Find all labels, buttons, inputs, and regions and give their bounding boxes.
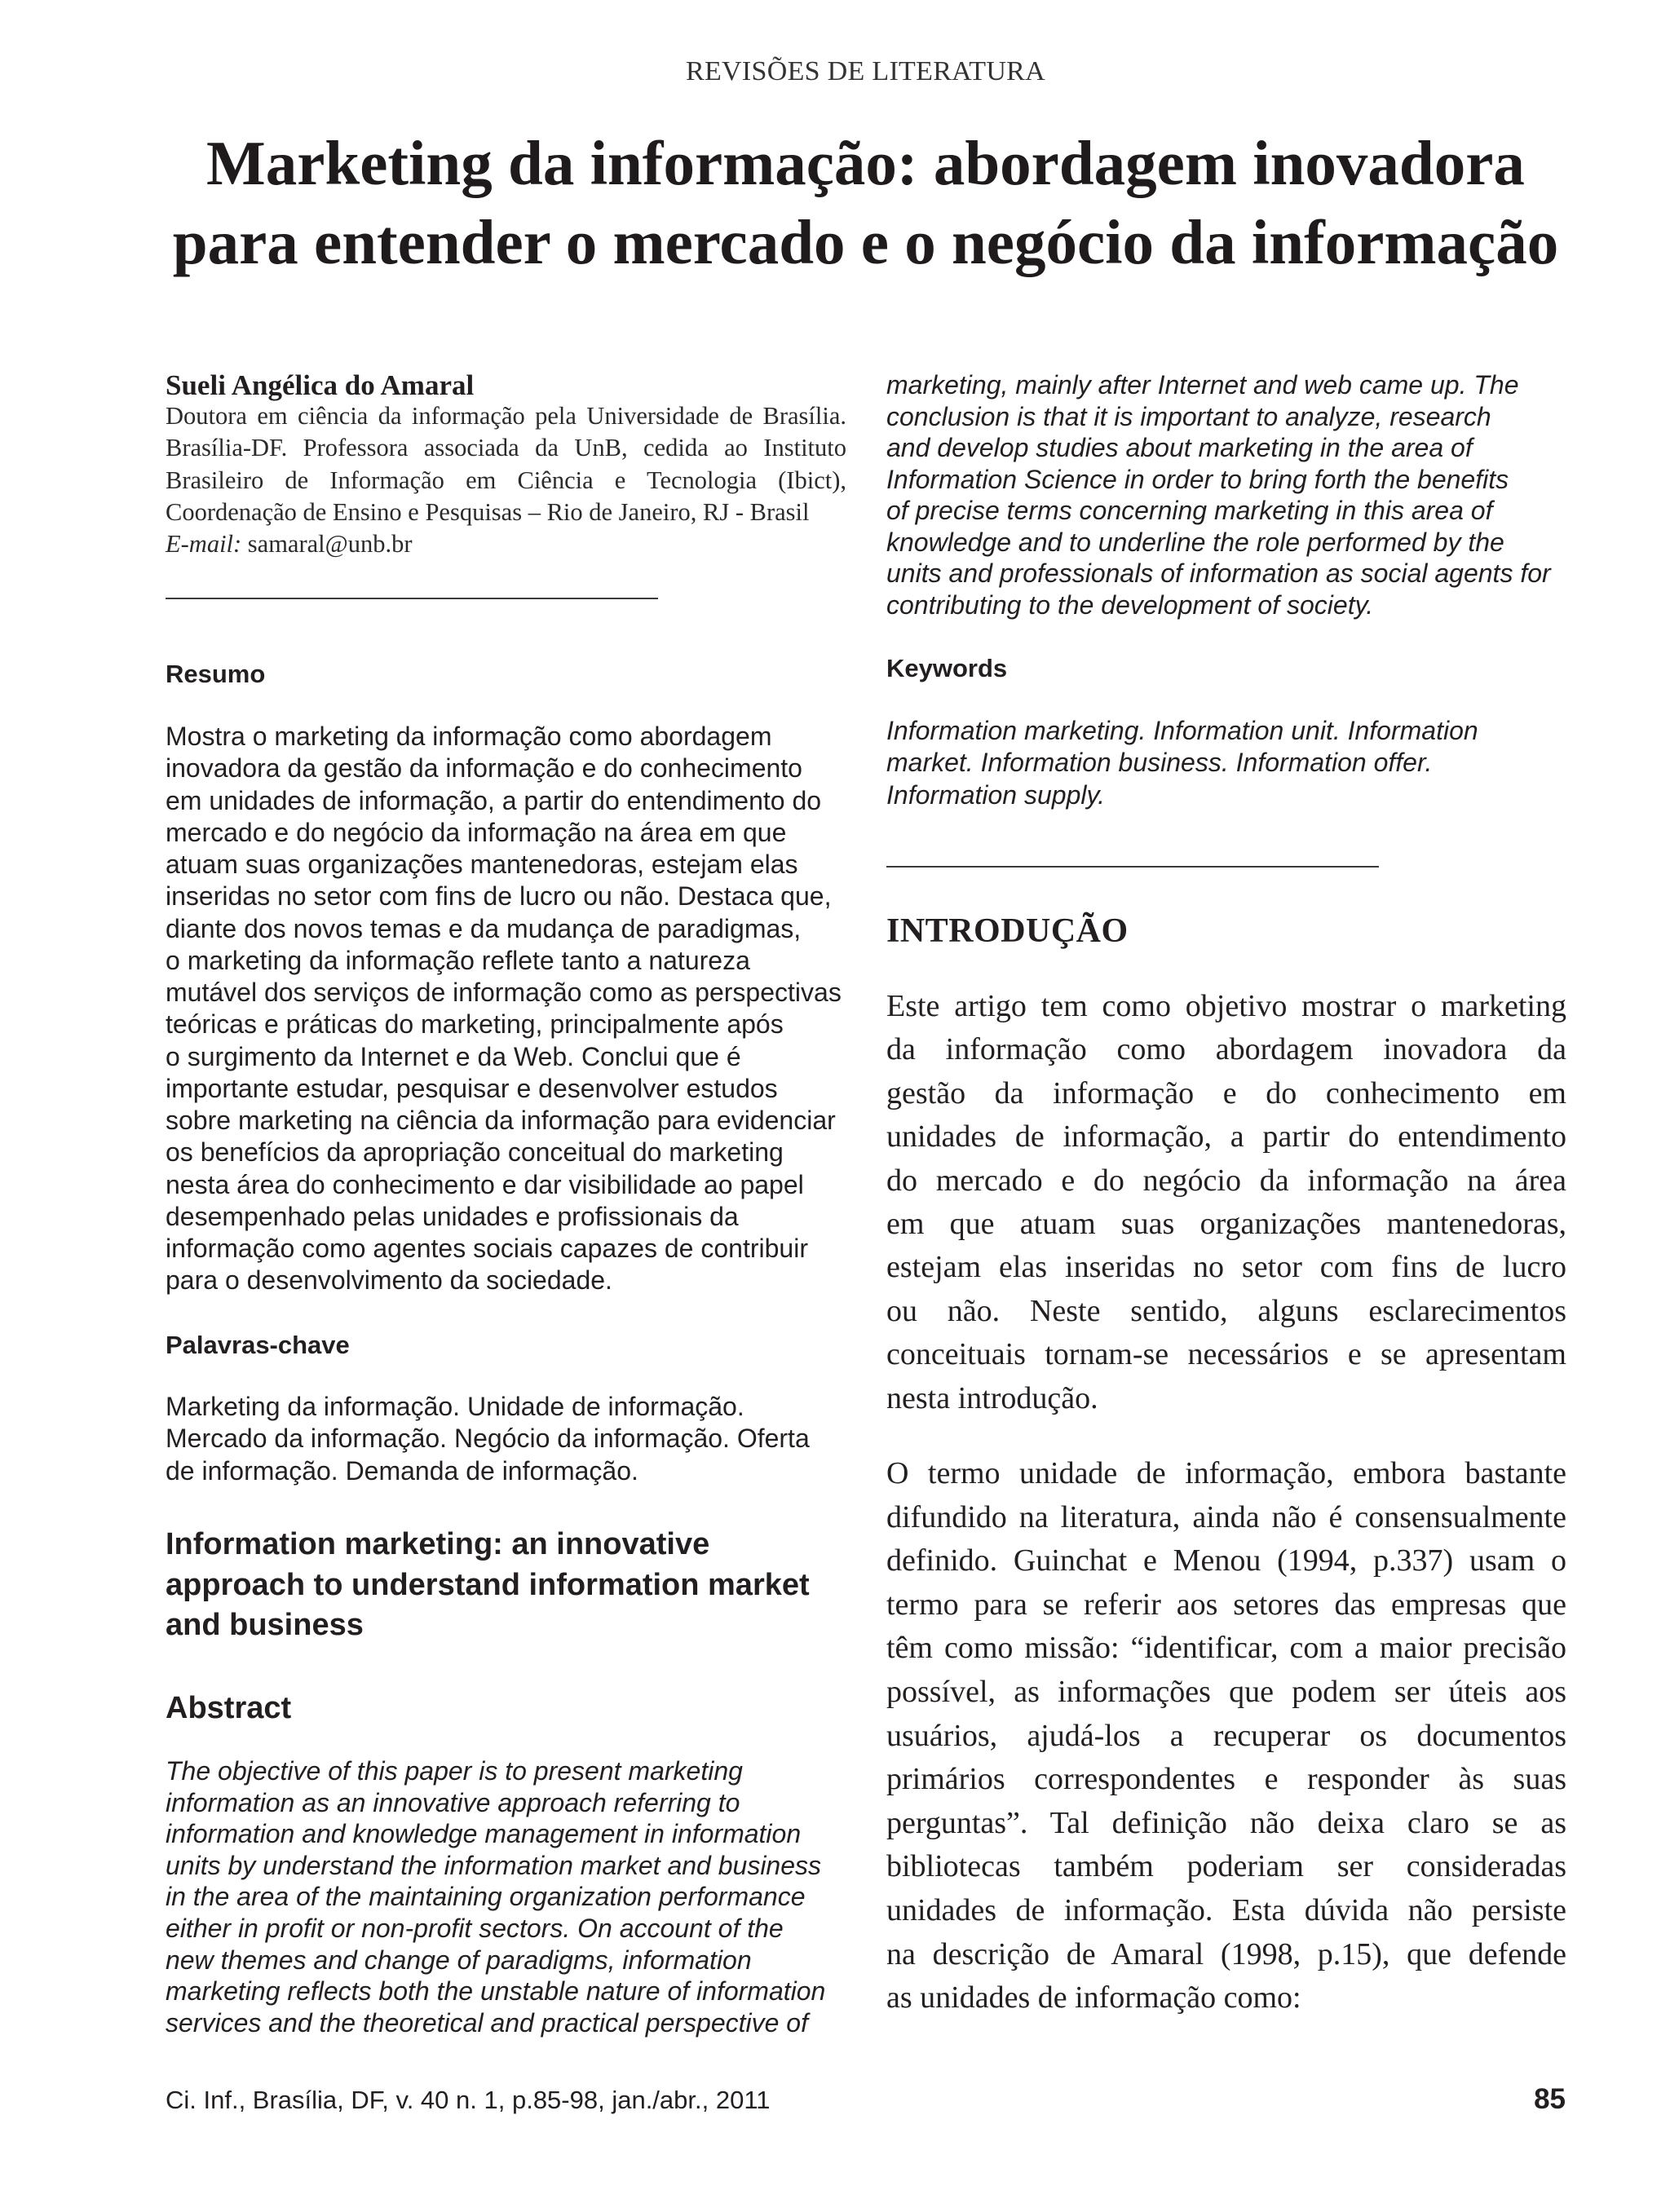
english-title-line: approach to understand information market <box>166 1567 810 1602</box>
intro-line: têm como missão: “identificar, com a maior precisão <box>886 1631 1566 1666</box>
intro-line: nesta introdução. <box>886 1380 1098 1415</box>
abstract-heading: Abstract <box>166 1691 292 1725</box>
affiliation-line: Brasileiro de Informação em Ciência e Tecnologia (Ibict), <box>166 466 846 494</box>
author-name: Sueli Angélica do Amaral <box>166 369 475 401</box>
abstract-line: services and the theoretical and practical perspective of <box>166 2007 808 2038</box>
keywords-line: Information supply. <box>886 779 1105 810</box>
intro-line: na descrição de Amaral (1998, p.15), que defende <box>886 1936 1566 1971</box>
keywords-heading: Keywords <box>886 654 1008 682</box>
intro-line: conceituais tornam-se necessários e se apresentam <box>886 1337 1566 1372</box>
resumo-line: inovadora da gestão da informação e do conhecimento <box>166 753 802 784</box>
resumo-heading: Resumo <box>166 660 266 688</box>
intro-line: definido. Guinchat e Menou (1994, p.337) usam o <box>886 1543 1566 1578</box>
intro-line: bibliotecas também poderiam ser consideradas <box>886 1849 1566 1884</box>
intro-line: Este artigo tem como objetivo mostrar o marketing <box>886 989 1566 1023</box>
abstract-line: units by understand the information market and business <box>166 1850 822 1880</box>
palavras-chave-line: Marketing da informação. Unidade de informação. <box>166 1392 744 1421</box>
abstract-line: of precise terms concerning marketing in this area of <box>886 496 1493 525</box>
intro-line: do mercado e do negócio da informação na área <box>886 1163 1566 1198</box>
resumo-line: atuam suas organizações mantenedoras, estejam elas <box>166 850 798 879</box>
intro-paragraph <box>886 985 1566 1420</box>
abstract-line: conclusion is that it is important to analyze, research <box>886 401 1491 431</box>
intro-line: estejam elas inseridas no setor com fins de lucro <box>886 1250 1566 1285</box>
page-number: 85 <box>1534 2083 1566 2115</box>
abstract-line: marketing reflects both the unstable nature of information <box>166 1976 826 2007</box>
abstract-line: information and knowledge management in information <box>166 1819 802 1849</box>
article-title <box>122 124 1609 282</box>
abstract-paragraph-continued <box>886 369 1566 620</box>
affiliation-line: Coordenação de Ensino e Pesquisas – Rio de Janeiro, RJ - Brasil <box>166 497 810 526</box>
resumo-line: inseridas no setor com fins de lucro ou não. Destaca que, <box>166 881 832 912</box>
abstract-paragraph <box>166 1755 850 2038</box>
keywords-list <box>886 715 1566 811</box>
resumo-line: nesta área do conhecimento e dar visibilidade ao papel <box>166 1169 804 1199</box>
resumo-line: o marketing da informação reflete tanto a natureza <box>166 945 750 975</box>
abstract-line: units and professionals of information as social agents for <box>886 559 1551 588</box>
abstract-line: information as an innovative approach referring to <box>166 1787 740 1817</box>
intro-line: da informação como abordagem inovadora da <box>886 1032 1566 1067</box>
affiliation-line: Brasília-DF. Professora associada da UnB, cedida ao Instituto <box>166 434 846 462</box>
intro-line: possível, as informações que podem ser úteis aos <box>886 1674 1566 1709</box>
palavras-chave-line: Mercado da informação. Negócio da informação. Oferta <box>166 1424 810 1454</box>
resumo-line: os benefícios da apropriação conceitual do marketing <box>166 1137 784 1168</box>
keywords-line: Information marketing. Information unit. Information <box>886 716 1478 745</box>
intro-line: ou não. Neste sentido, alguns esclarecimentos <box>886 1293 1566 1328</box>
separator-rule <box>166 598 658 599</box>
intro-line: gestão da informação e do conhecimento em <box>886 1075 1566 1110</box>
intro-line: perguntas”. Tal definição não deixa claro se as <box>886 1805 1566 1840</box>
section-heading-introducao: INTRODUÇÃO <box>886 912 1129 950</box>
abstract-line: contributing to the development of society. <box>886 589 1374 620</box>
intro-line: unidades de informação. Esta dúvida não persiste <box>886 1892 1566 1927</box>
english-title-line: and business <box>166 1608 364 1642</box>
resumo-paragraph <box>166 721 850 1297</box>
resumo-line: para o desenvolvimento da sociedade. <box>166 1265 612 1296</box>
english-title <box>166 1525 850 1646</box>
intro-line: difundido na literatura, ainda não é consensualmente <box>886 1499 1566 1534</box>
resumo-line: desempenhado pelas unidades e profissionais da <box>166 1201 739 1231</box>
abstract-line: and develop studies about marketing in the area of <box>886 433 1473 462</box>
resumo-line: o surgimento da Internet e da Web. Conclui que é <box>166 1041 741 1071</box>
author-affiliation <box>166 400 846 560</box>
resumo-line: teóricas e práticas do marketing, principalmente após <box>166 1009 784 1040</box>
running-header: REVISÕES DE LITERATURA <box>685 56 1046 86</box>
resumo-line: informação como agentes sociais capazes de contribuir <box>166 1234 808 1263</box>
intro-paragraph <box>886 1452 1566 2020</box>
abstract-line: in the area of the maintaining organization performance <box>166 1882 806 1912</box>
abstract-line: knowledge and to underline the role performed by the <box>886 527 1504 557</box>
abstract-line: either in profit or non-profit sectors. On account of the <box>166 1913 784 1943</box>
palavras-chave-list <box>166 1391 850 1487</box>
resumo-line: Mostra o marketing da informação como abordagem <box>166 722 772 751</box>
resumo-line: sobre marketing na ciência da informação para evidenciar <box>166 1106 836 1135</box>
intro-line: usuários, ajudá-los a recuperar os documentos <box>886 1718 1566 1753</box>
resumo-line: importante estudar, pesquisar e desenvolver estudos <box>166 1073 778 1103</box>
abstract-line: new themes and change of paradigms, information <box>166 1945 752 1975</box>
abstract-line: Information Science in order to bring forth the benefits <box>886 464 1509 494</box>
email-line <box>166 528 846 560</box>
intro-line: as unidades de informação como: <box>886 1980 1301 2016</box>
title-line: para entender o mercado e o negócio da informação <box>172 207 1559 277</box>
resumo-line: em unidades de informação, a partir do entendimento do <box>166 785 822 815</box>
author-email: samaral@unb.br <box>247 530 413 559</box>
footer-citation: Ci. Inf., Brasília, DF, v. 40 n. 1, p.85-98, jan./abr., 2011 <box>166 2086 771 2114</box>
palavras-chave-line: de informação. Demanda de informação. <box>166 1455 638 1486</box>
affiliation-line: Doutora em ciência da informação pela Universidade de Brasília. <box>166 402 846 430</box>
intro-line: primários correspondentes e responder às suas <box>886 1762 1566 1797</box>
intro-line: unidades de informação, a partir do entendimento <box>886 1119 1566 1155</box>
email-label: E-mail: <box>166 530 242 559</box>
abstract-line: The objective of this paper is to present marketing <box>166 1756 743 1786</box>
palavras-chave-heading: Palavras-chave <box>166 1331 350 1359</box>
abstract-line: marketing, mainly after Internet and web came up. The <box>886 370 1519 400</box>
separator-rule <box>886 866 1379 868</box>
intro-line: O termo unidade de informação, embora bastante <box>886 1456 1566 1490</box>
resumo-line: mercado e do negócio da informação na área em que <box>166 817 787 847</box>
keywords-line: market. Information business. Information offer. <box>886 748 1433 778</box>
intro-line: em que atuam suas organizações mantenedoras, <box>886 1207 1566 1242</box>
resumo-line: mutável dos serviços de informação como as perspectivas <box>166 978 842 1007</box>
title-line: Marketing da informação: abordagem inovadora <box>206 128 1525 198</box>
resumo-line: diante dos novos temas e da mudança de paradigmas, <box>166 913 802 943</box>
english-title-line: Information marketing: an innovative <box>166 1527 710 1561</box>
intro-line: termo para se referir aos setores das empresas que <box>886 1587 1566 1622</box>
